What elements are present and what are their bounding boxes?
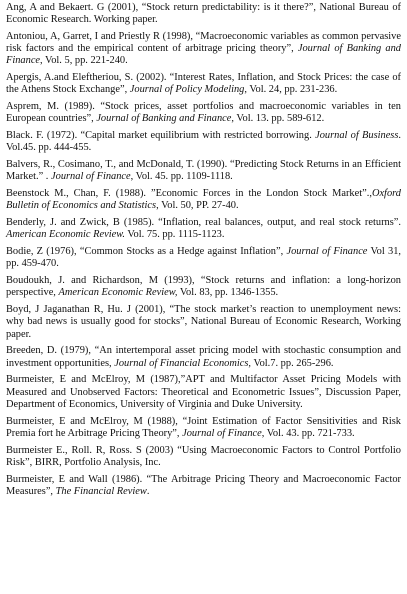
reference-details: . Vol.45. pp. 444-455. <box>6 130 401 154</box>
reference-details: , Vol. 43. pp. 721-733. <box>261 427 355 439</box>
reference-journal: Journal of Finance <box>286 246 368 258</box>
reference-entry <box>6 31 401 68</box>
reference-journal: Journal of Financial Economics, <box>114 357 252 369</box>
reference-details: , Vol. 5, pp. 221-240. <box>40 55 128 67</box>
reference-text: Burmeister E., Roll. R, Ross. S (2003) “Using Macroeconomic Factors to Control Portfolio Risk”, BIRR, Portfolio Analysis, Inc. <box>6 444 401 468</box>
reference-text: Boudoukh, J. and Richardson, M (1993), “Stock returns and inflation: a long-horizon perspective, <box>6 275 401 299</box>
reference-entry <box>6 374 401 411</box>
reference-details: , Vol. 45. pp. 1109-1118. <box>130 171 233 183</box>
reference-entry <box>6 445 401 469</box>
reference-details: Vol. 75. pp. 1115-1123. <box>124 229 225 241</box>
reference-text: Burmeister, E and McElroy, M (1988), “Joint Estimation of Factor Sensitivities and Risk Premia fort he Arbitrage Pricing Theory”, <box>6 415 401 439</box>
reference-journal: American Economic Review. <box>6 229 125 241</box>
reference-text: Antoniou, A, Garret, I and Priestly R (1998), “Macroeconomic variables as common pervasive risk factors and the empirical content of arbitrage pricing theory”, <box>6 31 401 55</box>
reference-journal: Oxford Bulletin of Economics and Statistics <box>6 188 401 212</box>
reference-text: Beenstock M., Chan, F. (1988). ”Economic Forces in the London Stock Market”., <box>6 188 372 200</box>
reference-text: Burmeister, E and Wall (1986). “The Arbitrage Pricing Theory and Macroeconomic Factor Measures”, <box>6 473 401 497</box>
reference-entry <box>6 217 401 241</box>
reference-journal: Journal of Finance <box>182 427 262 439</box>
reference-entry <box>6 2 401 26</box>
reference-journal: Journal of Banking and Finance <box>96 113 232 125</box>
reference-text: Boyd, J Jaganathan R, Hu. J (2001), “The stock market’s reaction to unemployment news: why bad news is usually good for stocks”, National Bureau of Economic Research, Working paper. <box>6 304 401 340</box>
reference-details: Vol. 83, pp. 1346-1355. <box>177 287 279 299</box>
reference-journal: Journal of Business <box>315 130 399 142</box>
reference-journal: Journal of Policy Modeling <box>129 84 245 96</box>
reference-journal: Journal of Banking and Finance <box>6 43 401 67</box>
reference-entry <box>6 101 401 125</box>
reference-text: Black. F. (1972). “Capital market equilibrium with restricted borrowing. <box>6 130 316 142</box>
reference-details: , Vol. 24, pp. 231-236. <box>244 84 338 96</box>
reference-text: Benderly, J. and Zwick, B (1985). “Inflation, real balances, output, and real stock returns”. <box>6 217 401 229</box>
reference-entry <box>6 345 401 369</box>
reference-text: Bodie, Z (1976), “Common Stocks as a Hedge against Inflation”, <box>6 246 287 258</box>
reference-text: Burmeister, E and McElroy, M (1987),”APT and Multifactor Asset Pricing Models with Measured and Unobserved Factors: Theoretical and Econometric Issues”, Discussion Paper, Department of Economics, University of Virginia and Duke University. <box>6 374 401 410</box>
reference-entry <box>6 246 401 270</box>
reference-entry <box>6 275 401 299</box>
reference-entry <box>6 304 401 341</box>
reference-text: Balvers, R., Cosimano, T., and McDonald, T. (1990). “Predicting Stock Returns in an Efficient Market.” . <box>6 159 401 183</box>
reference-text: Breeden, D. (1979), “An intertemporal asset pricing model with stochastic consumption and investment opportunities, <box>6 345 401 369</box>
reference-entry <box>6 130 401 154</box>
reference-details: Vol.7. pp. 265-296. <box>251 357 334 369</box>
reference-details: , Vol. 13. pp. 589-612. <box>231 113 325 125</box>
reference-text: Ang, A and Bekaert. G (2001), “Stock return predictability: is it there?”, National Bureau of Economic Research. Working paper. <box>6 2 401 26</box>
reference-entry <box>6 474 401 498</box>
reference-journal: The Financial Review <box>55 485 147 497</box>
reference-details: , Vol. 50, PP. 27-40. <box>156 200 239 212</box>
reference-text: Apergis, A.and Eleftheriou, S. (2002). “Interest Rates, Inflation, and Stock Prices: the case of the Athens Stock Exchange”, <box>6 72 401 96</box>
reference-entry <box>6 72 401 96</box>
reference-text: Asprem, M. (1989). “Stock prices, asset portfolios and macroeconomic variables in ten European countries”, <box>6 101 401 125</box>
reference-details: Vol 31, pp. 459-470. <box>6 246 401 270</box>
reference-entry <box>6 416 401 440</box>
reference-entry <box>6 159 401 183</box>
reference-journal: Journal of Finance <box>51 171 131 183</box>
reference-entry <box>6 188 401 212</box>
reference-details: . <box>146 485 150 497</box>
reference-journal: American Economic Review, <box>58 287 178 299</box>
